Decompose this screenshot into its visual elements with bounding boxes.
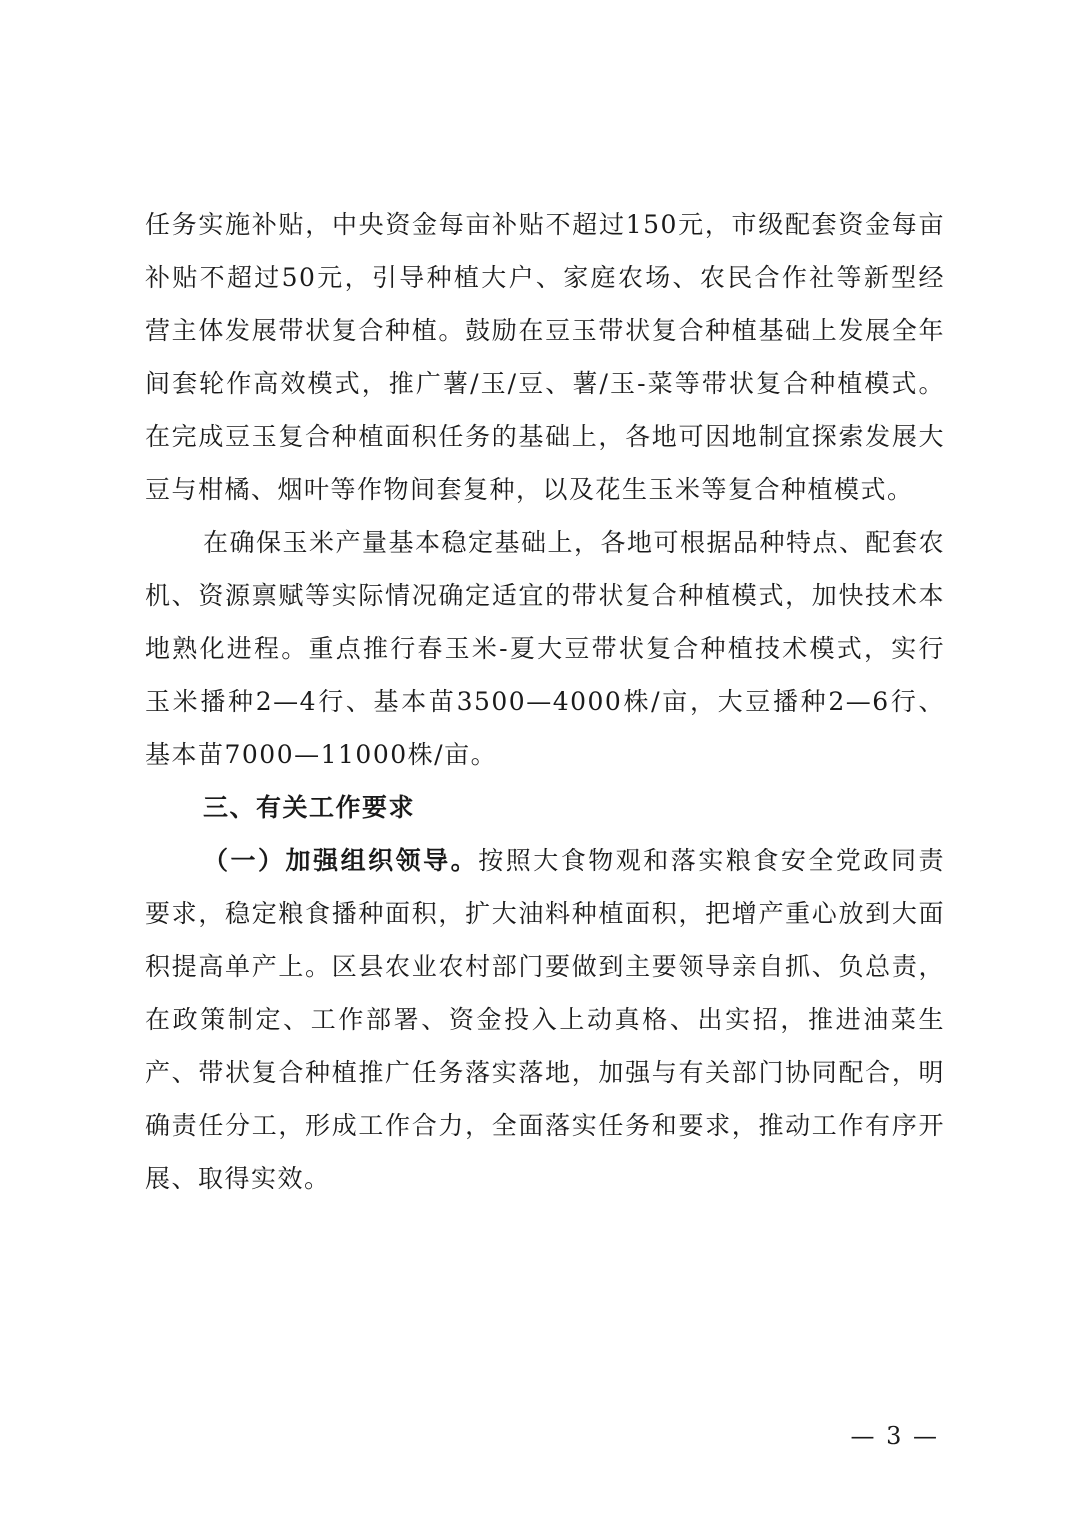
paragraph-organization [145, 834, 945, 1205]
paragraph-subsidy: 任务实施补贴，中央资金每亩补贴不超过150元，市级配套资金每亩补贴不超过50元，引导种植大户、家庭农场、农民合作社等新型经营主体发展带状复合种植。鼓励在豆玉带状复合种植基础上发展全年间套轮作高效模式，推广薯/玉/豆、薯/玉-菜等带状复合种植模式。在完成豆玉复合种植面积任务的基础上，各地可因地制宜探索发展大豆与柑橘、烟叶等作物间套复种，以及花生玉米等复合种植模式。 [145, 210, 945, 504]
subsection-lead: （一）加强组织领导。 [203, 846, 479, 875]
subsection-body: 按照大食物观和落实粮食安全党政同责要求，稳定粮食播种面积，扩大油料种植面积，把增产重心放到大面积提高单产上。区县农业农村部门要做到主要领导亲自抓、负总责，在政策制定、工作部署、资金投入上动真格、出实招，推进油菜生产、带状复合种植推广任务落实落地，加强与有关部门协同配合，明确责任分工，形成工作合力，全面落实任务和要求，推动工作有序开展、取得实效。 [145, 846, 945, 1193]
page-number: — 3 — [850, 1422, 939, 1450]
paragraph-planting-mode: 在确保玉米产量基本稳定基础上，各地可根据品种特点、配套农机、资源禀赋等实际情况确定适宜的带状复合种植模式，加快技术本地熟化进程。重点推行春玉米-夏大豆带状复合种植技术模式，实行玉米播种2—4行、基本苗3500—4000株/亩，大豆播种2—6行、基本苗7000—11000株/亩。 [145, 528, 946, 769]
section-heading: 三、有关工作要求 [203, 793, 416, 822]
document-body [145, 198, 945, 1205]
